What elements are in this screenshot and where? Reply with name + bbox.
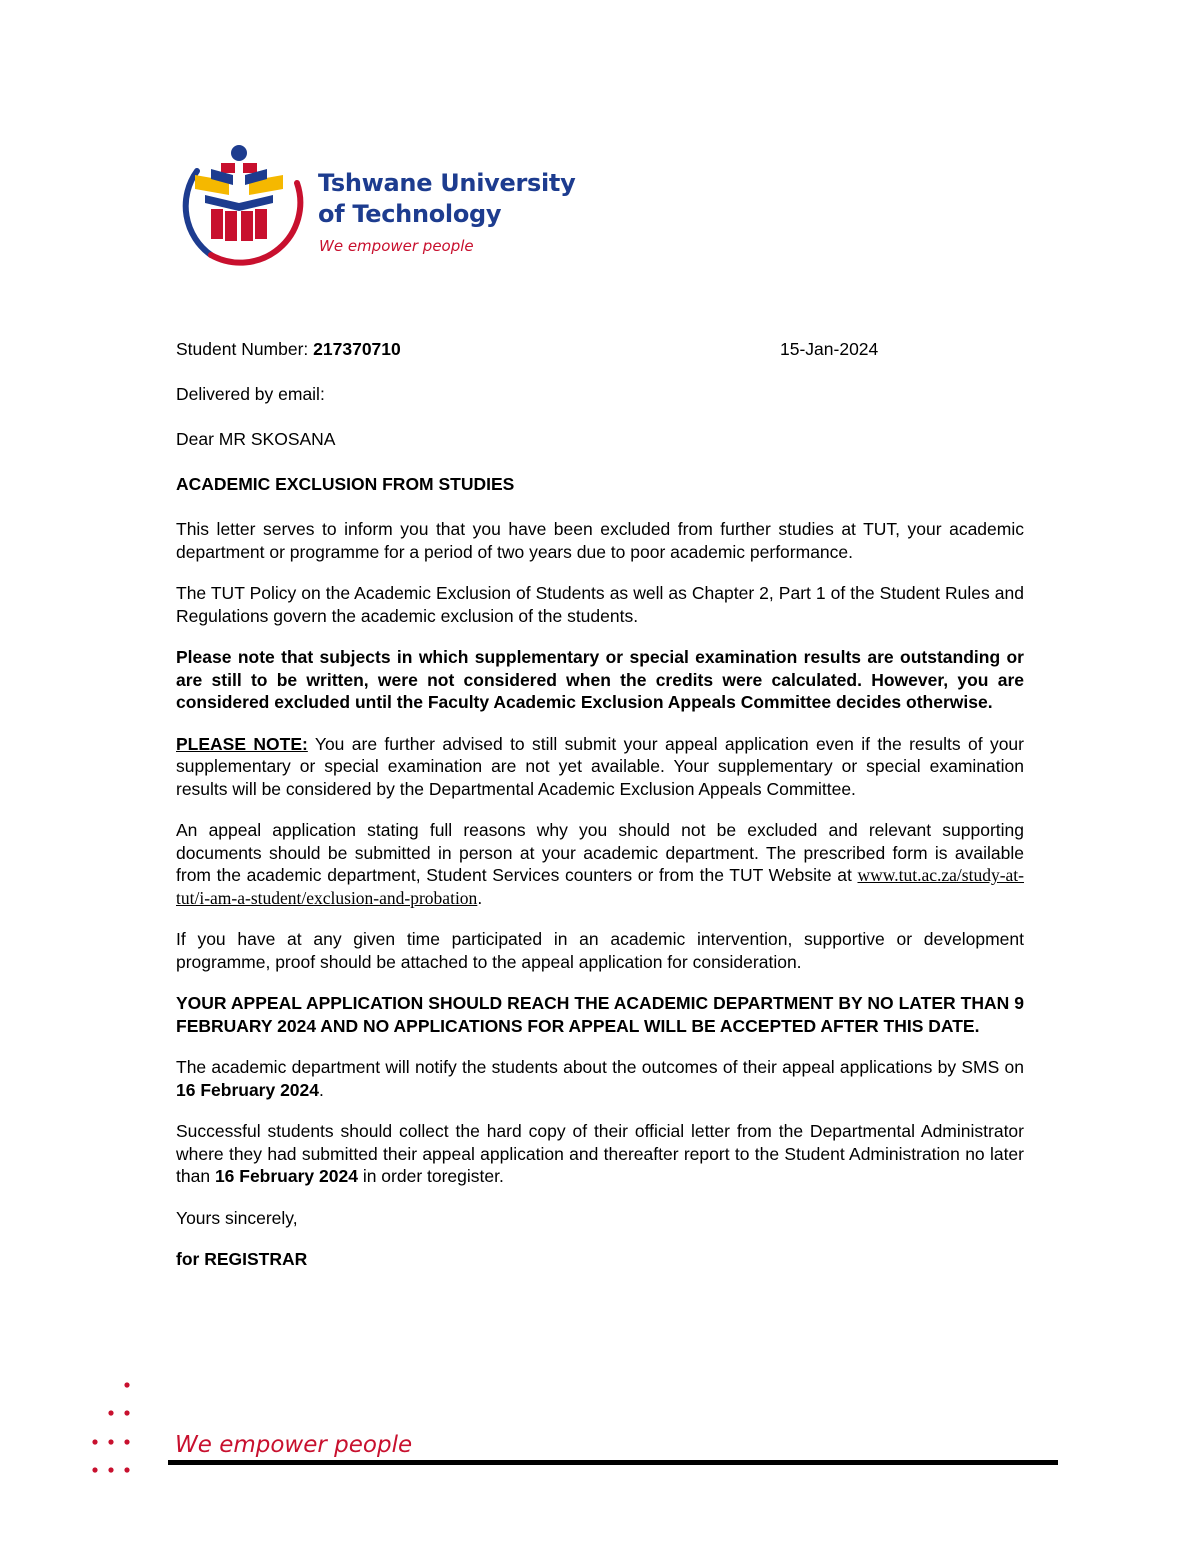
- signatory: for REGISTRAR: [176, 1249, 308, 1269]
- student-number-label: Student Number:: [176, 339, 314, 359]
- letter-body: [176, 338, 1024, 1290]
- notification-date: 16 February 2024: [176, 1079, 320, 1100]
- letter-date: 15-Jan-2024: [780, 339, 879, 359]
- registration-date: 16 February 2024: [214, 1166, 358, 1186]
- paragraph-appeal-application: [176, 819, 1024, 909]
- successful-students-end: in order toregister.: [357, 1166, 504, 1186]
- paragraph-supplementary-note: Please note that subjects in which supplementary or special examination results are outstanding or are still to be written, were not considered when the credits were calculated. However, you are considered excluded until the Faculty Academic Exclusion Appeals Committee decides otherwise.: [176, 647, 1024, 712]
- tut-emblem-icon: [175, 143, 305, 267]
- university-logo: [175, 143, 576, 267]
- footer-divider: [168, 1460, 1058, 1465]
- successful-students-text: Successful students should collect the hard copy of their official letter from the Departmental Administrator where they had submitted their appeal application and thereafter report to the Student Administration no later than: [176, 1121, 1024, 1186]
- brand-tagline: We empower people: [319, 237, 474, 255]
- paragraph-intervention-proof: If you have at any given time participated in an academic intervention, supportive or development programme, proof should be attached to the appeal application for consideration.: [176, 929, 1024, 972]
- paragraph-successful-students: [176, 1120, 1024, 1188]
- exclusion-info-link[interactable]: www.tut.ac.za/study-at-tut/i-am-a-student/exclusion-and-probation: [176, 865, 1024, 908]
- paragraph-exclusion-notice: This letter serves to inform you that you have been excluded from further studies at TUT, your academic department or programme for a period of two years due to poor academic performance.: [176, 519, 1024, 562]
- appeal-application-text: An appeal application stating full reasons why you should not be excluded and relevant supporting documents should be submitted in person at your academic department. The prescribed form is available from the academic department, Student Services counters or from the TUT Website at: [176, 820, 1024, 885]
- please-note-label: PLEASE NOTE:: [176, 733, 308, 754]
- brand-name-line2: of Technology: [318, 200, 502, 228]
- delivery-line: Delivered by email:: [176, 384, 325, 404]
- notification-text: The academic department will notify the students about the outcomes of their appeal applications by SMS on: [176, 1057, 1024, 1077]
- please-note-text: You are further advised to still submit your appeal application even if the results of your supplementary or special examination are not yet available. Your supplementary or special examination results will be considered by the Departmental Academic Exclusion Appeals Committee.: [176, 733, 1024, 799]
- paragraph-notification: [176, 1056, 1024, 1101]
- notification-end: .: [319, 1079, 324, 1100]
- paragraph-please-note: [176, 733, 1024, 801]
- decorative-dots-icon: [85, 1378, 135, 1478]
- student-number-value: 217370710: [313, 339, 401, 359]
- paragraph-policy: The TUT Policy on the Academic Exclusion of Students as well as Chapter 2, Part 1 of the Student Rules and Regulations govern the academic exclusion of the students.: [176, 583, 1024, 626]
- salutation: Dear MR SKOSANA: [176, 429, 336, 449]
- closing: Yours sincerely,: [176, 1207, 298, 1228]
- letter-subject: ACADEMIC EXCLUSION FROM STUDIES: [176, 474, 515, 494]
- appeal-application-end: .: [477, 887, 483, 908]
- footer-tagline: We empower people: [175, 1432, 413, 1458]
- student-number-row: [176, 338, 1024, 360]
- brand-name-line1: Tshwane University: [318, 169, 576, 197]
- paragraph-appeal-deadline: YOUR APPEAL APPLICATION SHOULD REACH THE ACADEMIC DEPARTMENT BY NO LATER THAN 9 FEBRUARY 2024 AND NO APPLICATIONS FOR APPEAL WILL BE ACCEPTED AFTER THIS DATE.: [176, 993, 1024, 1036]
